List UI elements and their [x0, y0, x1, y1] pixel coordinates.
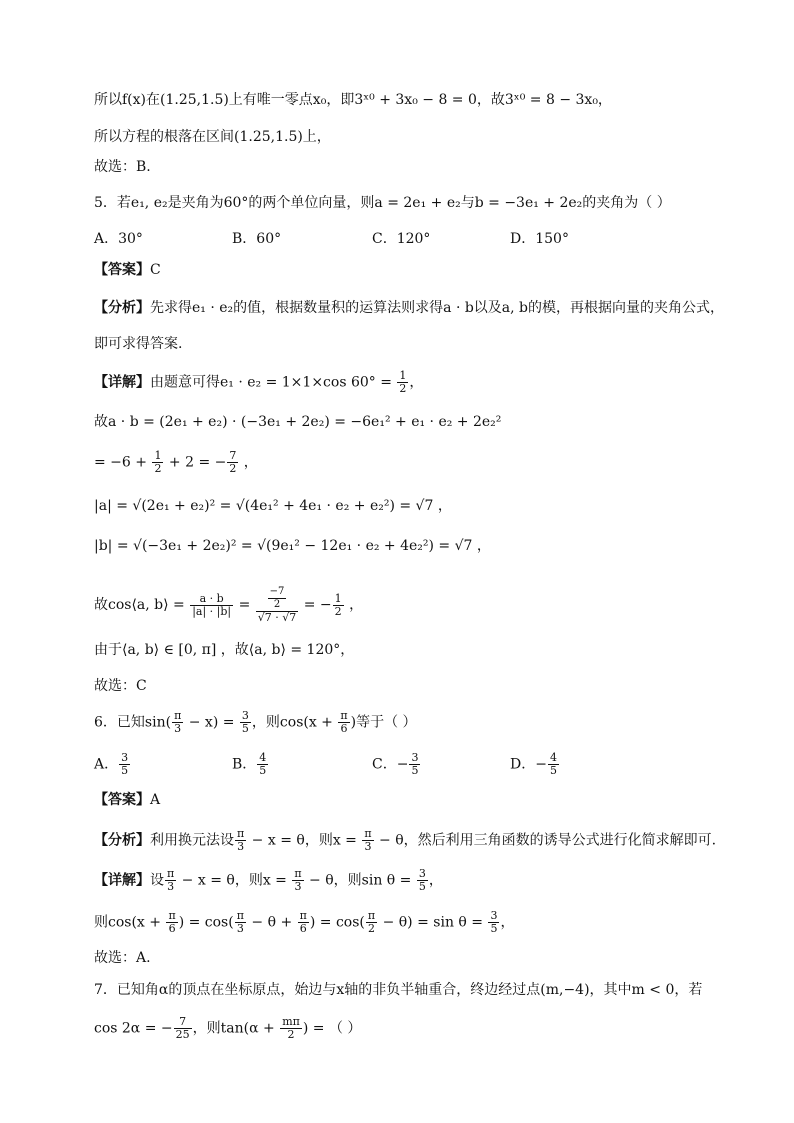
text-line: cos 2α = − $\frac{7}{25}$ ，则tan(α + $\frac{m\pi}{2}$ ) = （ ）: [94, 1015, 362, 1041]
text-line: 则cos(x + $\frac{\pi}{6}$ ) = cos( $\frac{\pi}{3}$ − θ + $\frac{\pi}{6}$ ) = cos( $\frac{\pi}{2}$ − θ) = sin θ = $\frac{3}{5}$ ，: [94, 909, 515, 935]
answer-tag: 【答案】: [94, 792, 150, 808]
question-6: 6．已知sin( $\frac{\pi}{3}$ − x) = $\frac{3}{5}$ ，则cos(x + $\frac{\pi}{6}$ )等于（ ）: [94, 709, 417, 735]
question-5: 5．若e₁, e₂是夹角为60°的两个单位向量，则a = 2e₁ + e₂与b = −3e₁ + 2e₂的夹角为（ ）: [94, 195, 671, 211]
detail-text: 由题意可得e₁ · e₂ = 1×1×cos 60° =: [150, 374, 397, 391]
fraction: $\frac{1}{2}$: [399, 369, 407, 395]
fraction: $\frac{\frac{-7}{2}}{√7 \cdot √7}$: [257, 586, 297, 624]
fraction: $\frac{3}{5}$: [241, 709, 249, 735]
option-a: A．30°: [94, 231, 143, 247]
text-line: |a| = √(2e₁ + e₂)² = √(4e₁² + 4e₁ · e₂ + e₂²) = √7 ，: [94, 498, 452, 514]
detail-tag: 【详解】: [94, 872, 150, 889]
fraction: $\frac{\pi}{3}$: [294, 867, 302, 893]
analysis-line: [94, 298, 724, 318]
option-b: B．60°: [232, 231, 282, 247]
detail-tag: 【详解】: [94, 374, 150, 391]
fraction: $\frac{\pi}{3}$: [237, 827, 245, 853]
option-d: D．− $\frac{4}{5}$: [510, 751, 557, 777]
text-line: 故选：C: [94, 678, 147, 694]
fraction: $\frac{a \cdot b}{|a| \cdot |b|}$: [192, 591, 232, 618]
question-7: 7．已知角α的顶点在坐标原点，始边与x轴的非负半轴重合，终边经过点(m,−4)，其中m < 0，若: [94, 982, 703, 998]
option-c: C．− $\frac{3}{5}$: [372, 751, 419, 777]
text-line: 故选：A.: [94, 950, 151, 966]
text-line: 故选：B.: [94, 159, 151, 175]
analysis-tag: 【分析】: [94, 300, 150, 316]
fraction: $\frac{\pi}{3}$: [167, 867, 175, 893]
fraction: $\frac{\pi}{3}$: [174, 709, 182, 735]
fraction: $\frac{m\pi}{2}$: [282, 1015, 300, 1041]
answer-line: [94, 260, 724, 280]
text-line: 所以f(x)在(1.25,1.5)上有唯一零点x₀，即3ˣ⁰ + 3x₀ − 8 = 0，故3ˣ⁰ = 8 − 3x₀，: [94, 92, 612, 108]
text-line: 即可求得答案.: [94, 336, 183, 352]
fraction: $\frac{1}{2}$: [154, 449, 162, 475]
analysis-line: 【分析】利用换元法设 $\frac{\pi}{3}$ − x = θ，则x = $\frac{\pi}{3}$ − θ，然后利用三角函数的诱导公式进行化简求解即可.: [94, 827, 717, 853]
answer-tag: 【答案】: [94, 262, 150, 278]
text-line: 所以方程的根落在区间(1.25,1.5)上，: [94, 129, 331, 145]
fraction: $\frac{1}{2}$: [334, 591, 342, 618]
analysis-text: 先求得e₁ · e₂的值，根据数量积的运算法则求得a · b以及a, b的模，再根据向量的夹角公式，: [150, 300, 725, 316]
fraction: $\frac{\pi}{6}$: [340, 709, 348, 735]
analysis-tag: 【分析】: [94, 832, 150, 849]
fraction: $\frac{7}{2}$: [229, 449, 237, 475]
text-line: 故a · b = (2e₁ + e₂) · (−3e₁ + 2e₂) = −6e₁² + e₁ · e₂ + 2e₂²: [94, 414, 502, 430]
option-d: D．150°: [510, 231, 569, 247]
answer-line: [94, 790, 724, 810]
fraction: $\frac{7}{25}$: [175, 1015, 190, 1041]
answer-value: C: [150, 262, 161, 278]
answer-value: A: [150, 792, 161, 808]
text-line: = −6 + $\frac{1}{2}$ + 2 = − $\frac{7}{2}$ ，: [94, 449, 258, 475]
option-b: B． $\frac{4}{5}$: [232, 751, 267, 777]
detail-line: 【详解】设 $\frac{\pi}{3}$ − x = θ，则x = $\frac{\pi}{3}$ − θ，则sin θ = $\frac{3}{5}$ ，: [94, 867, 443, 893]
text-line: 由于⟨a, b⟩ ∈ [0, π] ，故⟨a, b⟩ = 120°，: [94, 642, 355, 658]
text-line: |b| = √(−3e₁ + 2e₂)² = √(9e₁² − 12e₁ · e₂ + 4e₂²) = √7 ，: [94, 538, 491, 554]
text-line: 故cos⟨a, b⟩ = $\frac{a \cdot b}{|a| \cdot |b|}$ = $\frac{\frac{-7}{2}}{√7 \cdot √7}$ = − $\frac{1}{2}$ ，: [94, 586, 364, 624]
option-a: A． $\frac{3}{5}$: [94, 751, 129, 777]
fraction: $\frac{\pi}{3}$: [364, 827, 372, 853]
option-c: C．120°: [372, 231, 431, 247]
fraction: $\frac{3}{5}$: [418, 867, 426, 893]
detail-line: 【详解】由题意可得e₁ · e₂ = 1×1×cos 60° = $\frac{1}{2}$ ，: [94, 369, 424, 395]
